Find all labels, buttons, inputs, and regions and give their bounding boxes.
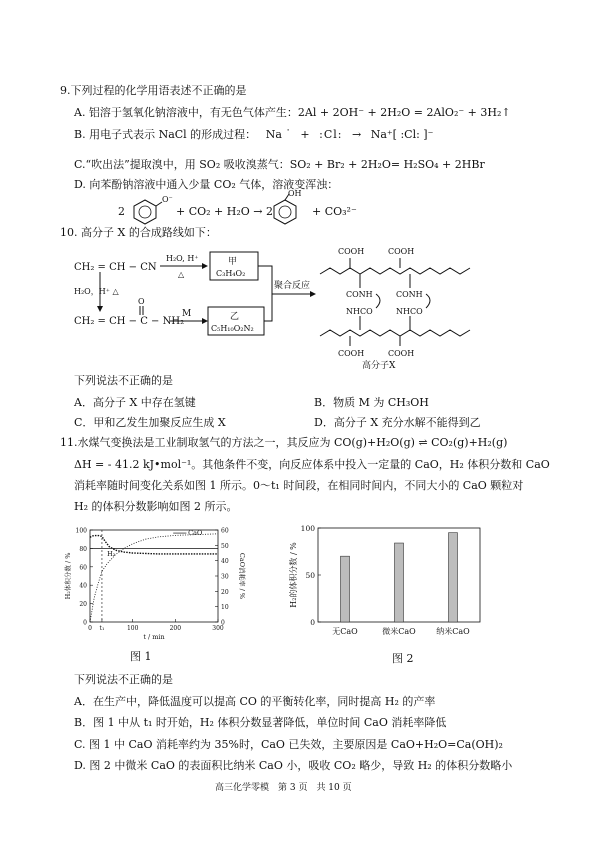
fig1-ytick-left-label: 40 [79,582,87,590]
merge-bracket [258,266,272,321]
fig2-bar [395,543,404,622]
fig1-xtick-label: 300 [212,625,224,632]
fig2-ytick-label: 50 [305,571,315,580]
q9-option-c: C.“吹出法”提取溴中，用 SO₂ 吸收溴蒸气：SO₂ + Br₂ + 2H₂O= H₂SO₄ + 2HBr [74,158,485,171]
q9-b-na-dot: ˙ [285,128,291,141]
polymer-x-structure [320,258,470,346]
q11-option-c: C. 图 1 中 CaO 消耗率约为 35%时，CaO 已失效，主要原因是 CaO+H₂O=Ca(OH)₂ [74,738,503,751]
fig1-caption: 图 1 [130,650,152,663]
figure-2-chart [284,518,504,648]
cooh-4: COOH [388,349,415,358]
q9-d-mid: + CO₂ + H₂O → 2 [176,205,273,218]
q9-b-na: Na [265,128,282,141]
cond-m: M [182,309,192,319]
phenoxide-o-label: O⁻ [162,195,173,204]
fig1-ylabel-right: CaO消耗率 / % [238,552,246,600]
q11-option-d: D. 图 2 中微米 CaO 的表面积比纳米 CaO 小，吸收 CO₂ 略少，导致 H₂ 的体积分数略小 [74,759,513,772]
fig1-ytick-left-label: 80 [79,545,87,553]
q9-b-arrow: → [351,128,362,141]
q9-option-d: D. 向苯酚钠溶液中通入少量 CO₂ 气体，溶液变浑浊： [74,178,339,191]
box-jia-name: 甲 [228,257,238,267]
poly-label: 聚合反应 [274,281,311,291]
q10-prompt: 下列说法不正确的是 [74,374,173,387]
phenol-oh-label: OH [288,189,302,198]
phenol-structure [270,189,310,228]
acrylamide: CH₂ = CH − C − NH₂ [74,316,185,327]
q11-line4: H₂ 的体积分数影响如图 2 所示。 [74,500,238,513]
fig1-series-cao-label: CaO [188,529,203,538]
q9-b-cl: :Cl: [319,128,343,141]
fig2-bar [449,533,458,622]
fig1-ytick-right-label: 40 [221,558,229,566]
cooh-1: COOH [338,247,365,256]
acrylonitrile: CH₂ = CH − CN [74,262,157,273]
box-yi-formula: C₅H₁₀O₂N₂ [211,324,254,333]
fig2-category-label: 无CaO [332,627,358,636]
q10-option-d: D．高分子 X 充分水解不能得到乙 [314,416,481,429]
polymer-x-label: 高分子X [362,361,396,371]
fig1-ytick-right-label: 0 [221,619,225,627]
fig2-bar [341,556,350,622]
fig2-category-label: 纳米CaO [436,627,470,636]
cooh-3: COOH [338,349,365,358]
fig1-ylabel-left: H₂体积分数 / % [64,552,72,600]
fig1-ytick-left-label: 20 [79,601,87,609]
acrylamide-o: O [138,297,145,306]
fig1-ytick-right-label: 20 [221,588,229,596]
q9-option-b [74,128,433,142]
q10-option-c: C．甲和乙发生加聚反应生成 X [74,416,226,429]
figure-1-chart [60,522,250,644]
fig1-ytick-left-label: 0 [83,619,87,627]
fig2-category-label: 微米CaO [382,627,416,636]
q9-d-coef: 2 [118,205,125,218]
q10-option-b: B．物质 M 为 CH₃OH [314,396,429,409]
q11-option-b: B．图 1 中从 t₁ 时开始，H₂ 体积分数显著降低，单位时间 CaO 消耗率降低 [74,716,447,729]
cond-top-reagent: H₂O, H⁺ [166,254,199,263]
fig2-ytick-label: 0 [310,618,315,627]
q10-stem: 10. 高分子 X 的合成路线如下： [60,226,217,239]
cond-top-heat: △ [178,270,185,279]
fig1-ytick-left-label: 100 [75,527,87,535]
nhco-1: NHCO [346,307,373,316]
q10-option-a: A．高分子 X 中存在氢键 [74,396,196,409]
q9-option-b-text: B. 用电子式表示 NaCl 的形成过程： [74,128,257,141]
fig2-ytick-label: 100 [300,524,315,533]
cooh-2: COOH [388,247,415,256]
fig1-xlabel: t / min [143,633,165,641]
q9-d-end: + CO₃²⁻ [312,205,357,218]
q9-option-a: A. 铝溶于氢氧化钠溶液中，有无色气体产生：2Al + 2OH⁻ + 2H₂O = 2AlO₂⁻ + 3H₂↑ [74,106,511,119]
conh-2: CONH [396,290,423,299]
box-yi-name: 乙 [230,312,240,322]
q9-stem: 9.下列过程的化学用语表述不正确的是 [60,84,247,97]
fig2-caption: 图 2 [392,652,414,665]
nhco-2: NHCO [396,307,423,316]
q11-line3: 消耗率随时间变化关系如图 1 所示。0～t₁ 时间段，在相同时间内，不同大小的 CaO 颗粒对 [74,479,524,492]
fig1-ytick-right-label: 30 [221,573,229,581]
fig1-series-h2-label: H₂ [107,549,116,558]
cond-side: H₂O，H⁺ △ [74,287,119,296]
fig1-ytick-right-label: 10 [221,604,229,612]
q9-b-product: Na⁺[ :Cl: ]⁻ [370,128,434,141]
q11-line2: ΔH = - 41.2 kJ•mol⁻¹。其他条件不变，向反应体系中投入一定量的 CaO，H₂ 体积分数和 CaO [74,458,550,471]
q11-option-a: A．在生产中，降低温度可以提高 CO 的平衡转化率，同时提高 H₂ 的产率 [74,695,436,708]
q11-prompt: 下列说法不正确的是 [74,673,173,686]
q10-synthesis-scheme [60,244,550,374]
fig1-ytick-right-label: 60 [221,527,229,535]
q9-b-plus: + [300,128,310,141]
box-jia-formula: C₃H₄O₂ [216,269,246,278]
fig1-ytick-left-label: 60 [79,564,87,572]
fig1-xtick-label: t₁ [99,625,105,632]
fig1-ytick-right-label: 50 [221,542,229,550]
q11-line1: 11.水煤气变换法是工业制取氢气的方法之一，其反应为 CO(g)+H₂O(g) ⇌ CO₂(g)+H₂(g) [60,436,508,449]
fig1-xtick-label: 100 [126,625,139,632]
fig1-xtick-label: 200 [169,625,182,632]
conh-1: CONH [346,290,373,299]
fig1-xtick-label: 0 [88,625,92,632]
page-footer: 高三化学零模 第 3 页 共 10 页 [215,783,352,793]
phenoxide-structure [130,194,173,228]
fig2-ylabel: H₂的体积分数 / % [289,542,298,608]
fig1-frame [90,530,218,622]
